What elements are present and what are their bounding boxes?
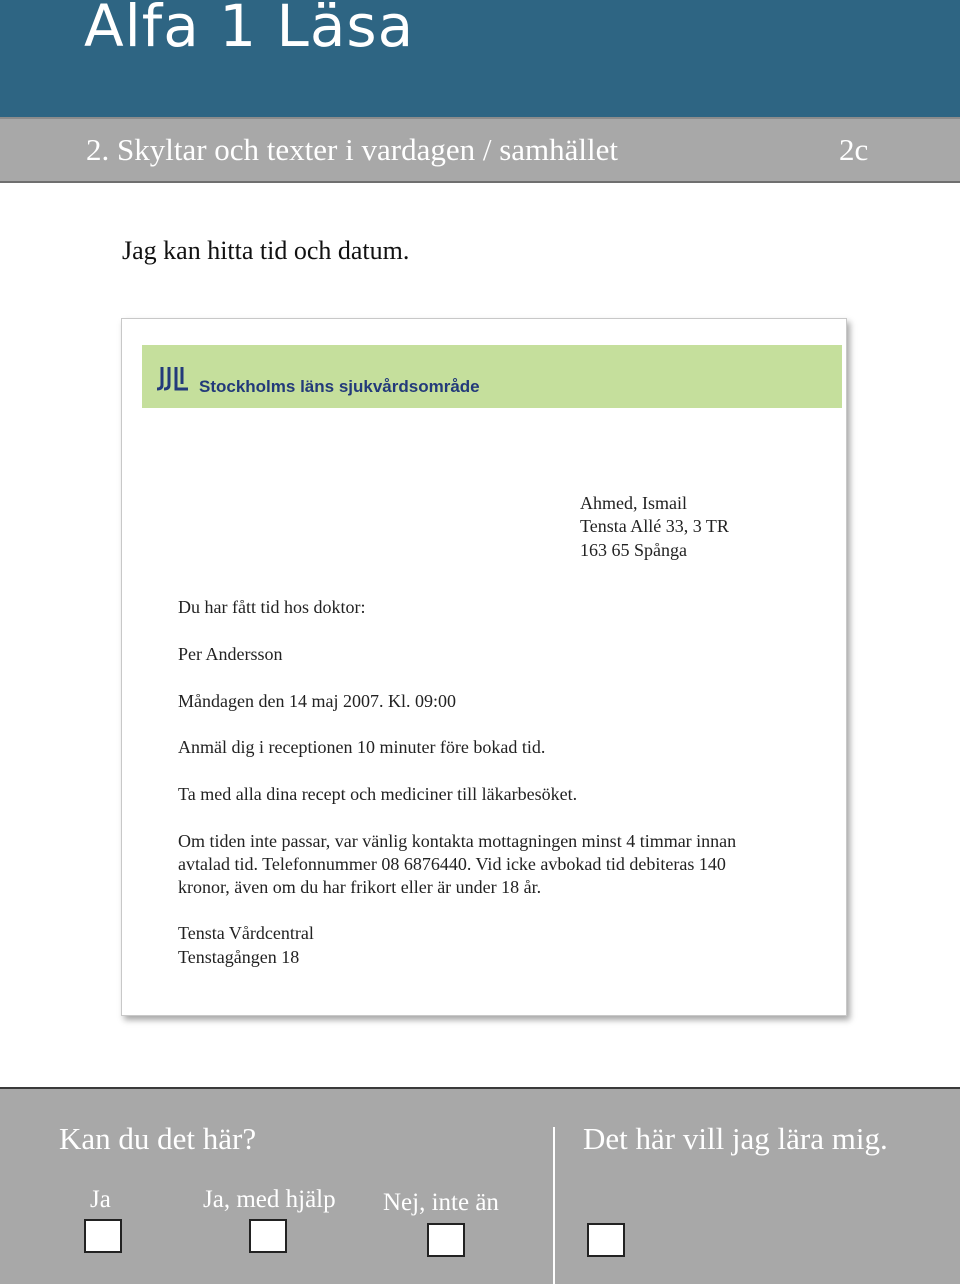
option-with-help-label: Ja, med hjälp xyxy=(203,1186,336,1213)
footer-divider xyxy=(553,1127,555,1284)
clinic-name: Tensta Vårdcentral xyxy=(178,923,314,943)
appointment-letter xyxy=(121,318,847,1016)
checkin-instruction: Anmäl dig i receptionen 10 minuter före bokad tid. xyxy=(178,737,546,757)
section-title: 2. Skyltar och texter i vardagen / samhället xyxy=(86,132,618,167)
self-assessment-footer xyxy=(0,1087,960,1284)
logo-text: Stockholms läns sjukvårdsområde xyxy=(199,377,480,396)
recipient-street: Tensta Allé 33, 3 TR xyxy=(580,516,729,536)
appointment-datetime: Måndagen den 14 maj 2007. Kl. 09:00 xyxy=(178,691,456,711)
cancel-policy-line: Om tiden inte passar, var vänlig kontakta mottagningen minst 4 timmar innan xyxy=(178,831,737,851)
option-not-yet-label: Nej, inte än xyxy=(383,1189,499,1216)
clinic-address: Tenstagången 18 xyxy=(178,947,300,967)
doctor-name: Per Andersson xyxy=(178,644,283,664)
appointment-intro: Du har fått tid hos doktor: xyxy=(178,597,366,617)
option-not-yet-checkbox[interactable] xyxy=(427,1223,465,1257)
option-yes-label: Ja xyxy=(90,1186,111,1213)
sll-logo-icon xyxy=(154,367,190,393)
section-code: 2c xyxy=(839,132,869,167)
cancel-policy-line: kronor, även om du har frikort eller är under 18 år. xyxy=(178,877,542,897)
option-with-help-checkbox[interactable] xyxy=(249,1219,287,1253)
page-title: Alfa 1 Läsa xyxy=(84,0,415,60)
learning-goal: Jag kan hitta tid och datum. xyxy=(122,236,410,265)
learning-wish-checkbox[interactable] xyxy=(587,1223,625,1257)
learning-wish-heading: Det här vill jag lära mig. xyxy=(583,1121,888,1156)
recipient-name: Ahmed, Ismail xyxy=(580,493,687,513)
self-assessment-question: Kan du det här? xyxy=(59,1121,257,1156)
header-bar xyxy=(0,0,960,117)
recipient-postal: 163 65 Spånga xyxy=(580,540,687,560)
logo-band xyxy=(142,345,842,408)
cancel-policy-line: avtalad tid. Telefonnummer 08 6876440. Vid icke avbokad tid debiteras 140 xyxy=(178,854,726,874)
section-bar xyxy=(0,117,960,183)
option-yes-checkbox[interactable] xyxy=(84,1219,122,1253)
bring-instruction: Ta med alla dina recept och mediciner till läkarbesöket. xyxy=(178,784,578,804)
